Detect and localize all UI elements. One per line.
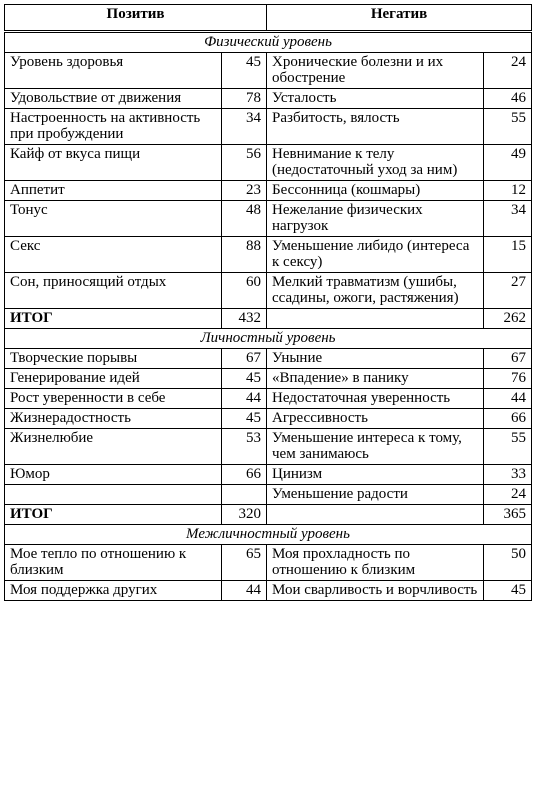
table-row (5, 389, 532, 409)
negative-item: Агрессивность (267, 409, 484, 429)
positive-score (222, 485, 267, 505)
positive-score: 45 (222, 369, 267, 389)
negative-item: Уменьшение либидо (интереса к сексу) (267, 237, 484, 273)
negative-score: 44 (484, 389, 532, 409)
positive-item: Аппетит (5, 181, 222, 201)
section-title: Межличностный уровень (5, 525, 532, 545)
negative-item: Цинизм (267, 465, 484, 485)
positive-item: Жизнелюбие (5, 429, 222, 465)
positive-item: Рост уверенности в себе (5, 389, 222, 409)
positive-score: 66 (222, 465, 267, 485)
positive-total: 432 (222, 309, 267, 329)
negative-score: 67 (484, 349, 532, 369)
total-row (5, 505, 532, 525)
positive-score: 34 (222, 109, 267, 145)
negative-score: 15 (484, 237, 532, 273)
table-row (5, 237, 532, 273)
table-row (5, 145, 532, 181)
table-row (5, 201, 532, 237)
negative-item: Бессонница (кошмары) (267, 181, 484, 201)
positive-score: 78 (222, 89, 267, 109)
positive-score: 56 (222, 145, 267, 181)
positive-score: 23 (222, 181, 267, 201)
table-row (5, 485, 532, 505)
section-row (5, 329, 532, 349)
positive-score: 45 (222, 409, 267, 429)
positive-item: Юмор (5, 465, 222, 485)
table-row (5, 349, 532, 369)
negative-score: 66 (484, 409, 532, 429)
positive-item: Жизнерадостность (5, 409, 222, 429)
positive-item: Секс (5, 237, 222, 273)
total-label: ИТОГ (5, 309, 222, 329)
table-row (5, 581, 532, 601)
positive-item: Мое тепло по отношению к близким (5, 545, 222, 581)
positive-score: 44 (222, 581, 267, 601)
negative-score: 76 (484, 369, 532, 389)
header-negative: Негатив (267, 5, 532, 32)
positive-score: 44 (222, 389, 267, 409)
table-row (5, 53, 532, 89)
negative-score: 49 (484, 145, 532, 181)
negative-item: «Впадение» в панику (267, 369, 484, 389)
negative-item: Недостаточная уверенность (267, 389, 484, 409)
positive-item: Моя поддержка других (5, 581, 222, 601)
positive-item: Тонус (5, 201, 222, 237)
positive-score: 48 (222, 201, 267, 237)
header-positive: Позитив (5, 5, 267, 32)
negative-score: 33 (484, 465, 532, 485)
table-row (5, 89, 532, 109)
negative-item: Усталость (267, 89, 484, 109)
total-empty-cell (267, 505, 484, 525)
positive-item (5, 485, 222, 505)
table-row (5, 545, 532, 581)
negative-item: Нежелание физических нагрузок (267, 201, 484, 237)
positive-item: Творческие порывы (5, 349, 222, 369)
negative-item: Уменьшение радости (267, 485, 484, 505)
section-row (5, 32, 532, 53)
negative-score: 24 (484, 485, 532, 505)
negative-score: 46 (484, 89, 532, 109)
negative-item: Мои сварливость и ворчливость (267, 581, 484, 601)
negative-item: Уныние (267, 349, 484, 369)
table-row (5, 181, 532, 201)
negative-item: Хронические болезни и их обострение (267, 53, 484, 89)
table-row (5, 465, 532, 485)
positive-negative-table (4, 4, 532, 601)
total-empty-cell (267, 309, 484, 329)
positive-item: Уровень здоровья (5, 53, 222, 89)
negative-score: 24 (484, 53, 532, 89)
positive-item: Настроенность на активность при пробуждении (5, 109, 222, 145)
total-row (5, 309, 532, 329)
section-title: Физический уровень (5, 32, 532, 53)
total-label: ИТОГ (5, 505, 222, 525)
positive-total: 320 (222, 505, 267, 525)
negative-score: 45 (484, 581, 532, 601)
positive-score: 88 (222, 237, 267, 273)
negative-item: Разбитость, вялость (267, 109, 484, 145)
negative-score: 34 (484, 201, 532, 237)
positive-item: Генерирование идей (5, 369, 222, 389)
positive-item: Кайф от вкуса пищи (5, 145, 222, 181)
negative-item: Невнимание к телу (недостаточный уход за ним) (267, 145, 484, 181)
positive-score: 60 (222, 273, 267, 309)
negative-total: 365 (484, 505, 532, 525)
table-row (5, 273, 532, 309)
positive-score: 65 (222, 545, 267, 581)
negative-score: 55 (484, 109, 532, 145)
section-title: Личностный уровень (5, 329, 532, 349)
table-row (5, 409, 532, 429)
section-row (5, 525, 532, 545)
table-row (5, 369, 532, 389)
positive-score: 67 (222, 349, 267, 369)
header-row (5, 5, 532, 32)
positive-score: 45 (222, 53, 267, 89)
negative-score: 55 (484, 429, 532, 465)
table-row (5, 109, 532, 145)
negative-item: Моя прохладность по отношению к близким (267, 545, 484, 581)
positive-score: 53 (222, 429, 267, 465)
negative-total: 262 (484, 309, 532, 329)
positive-item: Сон, приносящий отдых (5, 273, 222, 309)
negative-item: Уменьшение интереса к тому, чем занимаюсь (267, 429, 484, 465)
negative-score: 27 (484, 273, 532, 309)
negative-item: Мелкий травматизм (ушибы, ссадины, ожоги, растяжения) (267, 273, 484, 309)
positive-item: Удовольствие от движения (5, 89, 222, 109)
table-row (5, 429, 532, 465)
negative-score: 50 (484, 545, 532, 581)
negative-score: 12 (484, 181, 532, 201)
